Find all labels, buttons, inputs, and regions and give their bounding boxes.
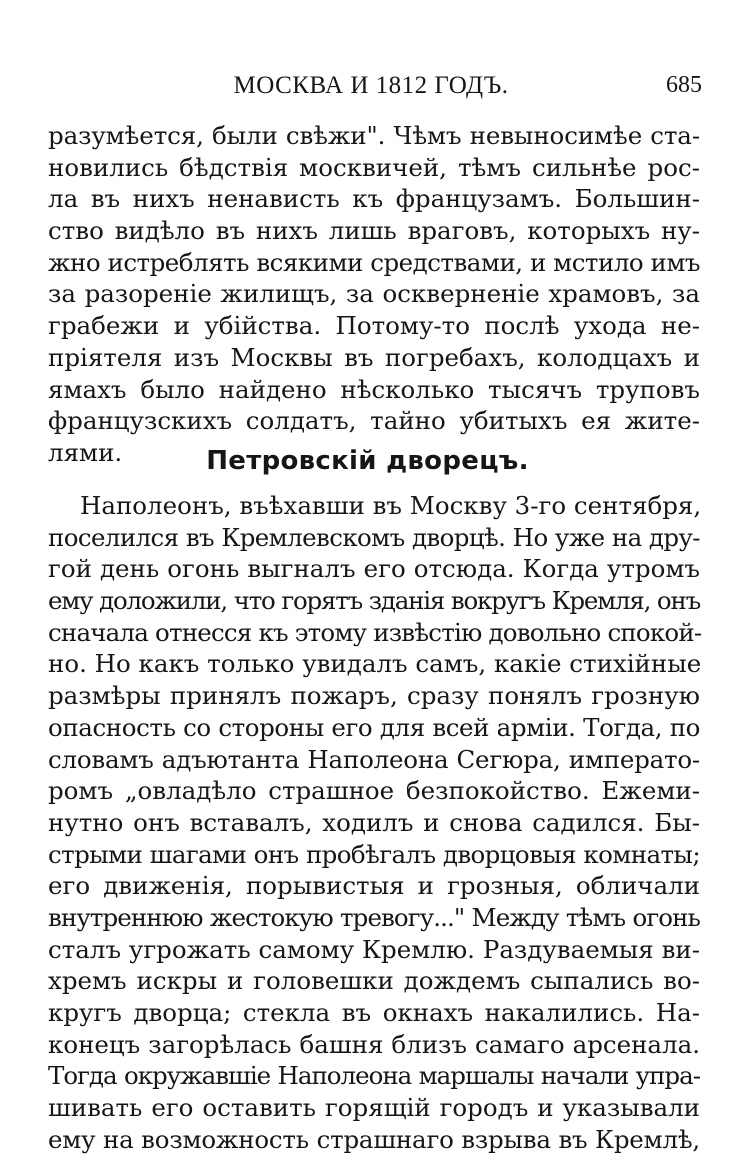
paragraph bbox=[48, 490, 700, 1155]
running-title: МОСКВА И 1812 ГОДЪ. bbox=[233, 72, 509, 99]
text-line: нутно онъ вставалъ, ходилъ и снова садился. Бы- bbox=[48, 807, 700, 837]
text-line: размѣры принялъ пожаръ, сразу понялъ грозную bbox=[48, 681, 700, 711]
text-line: жно истреблять всякими средствами, и мстило имъ bbox=[48, 247, 700, 277]
text-line: стрыми шагами онъ пробѣгалъ дворцовыя комнаты; bbox=[48, 839, 700, 869]
text-line: конецъ загорѣлась башня близъ самаго арсенала. bbox=[48, 1029, 700, 1059]
text-line: его движенія, порывистыя и грозныя, обличали bbox=[48, 871, 700, 901]
text-line: разумѣется, были свѣжи". Чѣмъ невыносимѣе ста- bbox=[48, 121, 700, 150]
text-line: Наполеонъ, въѣхавши въ Москву 3-го сентября, bbox=[80, 491, 702, 520]
text-line: кругъ дворца; стекла въ окнахъ накалились. На- bbox=[48, 998, 700, 1027]
text-line: внутреннюю жестокую тревогу..." Между тѣмъ огонь bbox=[48, 902, 700, 932]
text-line: но. Но какъ только увидалъ самъ, какіе стихійные bbox=[48, 649, 702, 679]
text-line: ему доложили, что горятъ зданія вокругъ Кремля, онъ bbox=[48, 586, 700, 616]
text-line: новились бѣдствія москвичей, тѣмъ сильнѣе рос- bbox=[48, 152, 700, 182]
running-head bbox=[40, 72, 702, 108]
text-line: ла въ нихъ ненависть къ французамъ. Большин- bbox=[48, 184, 700, 214]
text-line: сначала отнесся къ этому извѣстію довольно спокой- bbox=[48, 617, 702, 647]
page-number: 685 bbox=[666, 72, 702, 98]
text-line: ромъ „овладѣло страшное безпокойство. Ежеми- bbox=[48, 776, 700, 806]
text-line: лями. bbox=[48, 437, 123, 467]
text-line: шивать его оставить горящій городъ и указывали bbox=[48, 1093, 700, 1123]
section-heading: Петровскій дворецъ. bbox=[206, 446, 529, 476]
text-line: ему на возможность страшнаго взрыва въ Кремлѣ, bbox=[48, 1124, 700, 1154]
text-line: ямахъ было найдено нѣсколько тысячъ труповъ bbox=[48, 374, 700, 404]
text-line: опасность со стороны его для всей арміи. Тогда, по bbox=[48, 712, 700, 742]
paragraph-continuation bbox=[48, 120, 700, 469]
text-line: французскихъ солдатъ, тайно убитыхъ ея жите- bbox=[48, 406, 700, 436]
text-line: грабежи и убійства. Потому-то послѣ ухода не- bbox=[48, 311, 700, 341]
text-line: поселился въ Кремлевскомъ дворцѣ. Но уже на дру- bbox=[48, 522, 700, 552]
text-line: гой день огонь выгналъ его отсюда. Когда утромъ bbox=[48, 554, 700, 584]
text-line: Тогда окружавшіе Наполеона маршалы начали упра- bbox=[48, 1061, 700, 1091]
text-line: пріятеля изъ Москвы въ погребахъ, колодцахъ и bbox=[48, 342, 700, 372]
text-line: хремъ искры и головешки дождемъ сыпались во- bbox=[48, 966, 700, 996]
text-line: словамъ адъютанта Наполеона Сегюра, императо- bbox=[48, 744, 700, 774]
text-line: ство видѣло въ нихъ лишь враговъ, которыхъ ну- bbox=[48, 216, 700, 246]
text-line: за разореніе жилищъ, за оскверненіе храмовъ, за bbox=[48, 279, 700, 309]
text-line: сталъ угрожать самому Кремлю. Раздуваемыя ви- bbox=[48, 934, 700, 964]
